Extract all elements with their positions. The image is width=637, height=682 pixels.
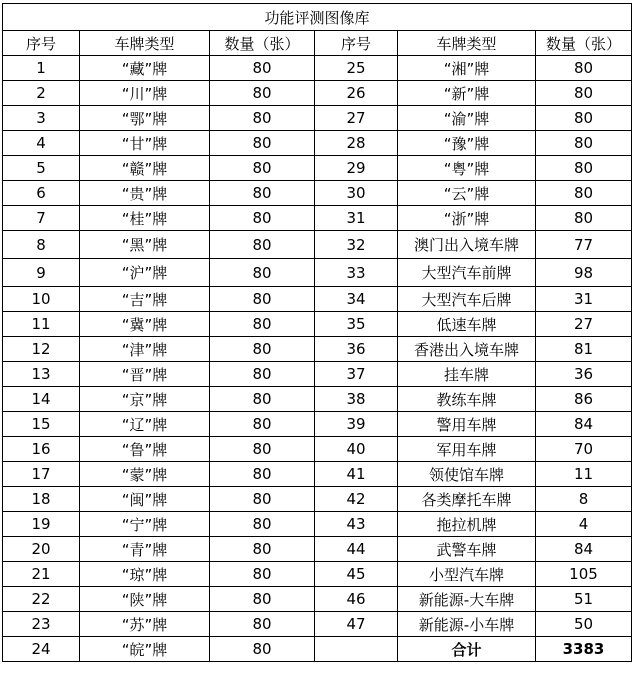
row-count-right: 50 xyxy=(536,612,632,637)
header-row xyxy=(3,31,632,56)
row-count-left: 80 xyxy=(210,462,315,487)
row-count-right: 36 xyxy=(536,362,632,387)
table-row xyxy=(3,81,632,106)
row-plate-type-left: “冀”牌 xyxy=(80,312,210,337)
row-count-right: 80 xyxy=(536,56,632,81)
row-plate-type-right: 新能源-大车牌 xyxy=(398,587,536,612)
header-plate-type-left: 车牌类型 xyxy=(80,31,210,56)
row-index-left: 24 xyxy=(3,637,80,662)
row-index-left: 13 xyxy=(3,362,80,387)
table-row xyxy=(3,537,632,562)
row-count-right: 11 xyxy=(536,462,632,487)
row-index-left: 1 xyxy=(3,56,80,81)
row-plate-type-left: “贵”牌 xyxy=(80,181,210,206)
row-count-left: 80 xyxy=(210,287,315,312)
table-row xyxy=(3,56,632,81)
row-index-left: 3 xyxy=(3,106,80,131)
table-row xyxy=(3,612,632,637)
row-count-right: 80 xyxy=(536,131,632,156)
row-plate-type-right: 低速车牌 xyxy=(398,312,536,337)
row-count-right: 84 xyxy=(536,537,632,562)
row-plate-type-left: “鄂”牌 xyxy=(80,106,210,131)
table-row xyxy=(3,259,632,287)
row-index-left: 10 xyxy=(3,287,80,312)
table-row xyxy=(3,512,632,537)
row-index-left: 23 xyxy=(3,612,80,637)
row-index-right: 40 xyxy=(315,437,398,462)
row-plate-type-right: “渝”牌 xyxy=(398,106,536,131)
row-count-left: 80 xyxy=(210,106,315,131)
row-index-right: 43 xyxy=(315,512,398,537)
row-index-right: 27 xyxy=(315,106,398,131)
row-plate-type-right: “豫”牌 xyxy=(398,131,536,156)
row-index-left: 20 xyxy=(3,537,80,562)
row-plate-type-left: “鲁”牌 xyxy=(80,437,210,462)
total-value: 3383 xyxy=(536,637,632,662)
row-count-left: 80 xyxy=(210,259,315,287)
row-count-left: 80 xyxy=(210,562,315,587)
row-plate-type-left: “皖”牌 xyxy=(80,637,210,662)
row-plate-type-left: “晋”牌 xyxy=(80,362,210,387)
empty-cell xyxy=(315,637,398,662)
table-row xyxy=(3,156,632,181)
row-plate-type-right: 各类摩托车牌 xyxy=(398,487,536,512)
table-row xyxy=(3,587,632,612)
evaluation-image-library-table xyxy=(2,3,632,662)
row-count-right: 51 xyxy=(536,587,632,612)
row-count-left: 80 xyxy=(210,231,315,259)
row-count-right: 105 xyxy=(536,562,632,587)
row-count-left: 80 xyxy=(210,156,315,181)
row-count-left: 80 xyxy=(210,512,315,537)
row-plate-type-left: “青”牌 xyxy=(80,537,210,562)
total-label: 合计 xyxy=(398,637,536,662)
row-index-left: 9 xyxy=(3,259,80,287)
row-count-right: 80 xyxy=(536,156,632,181)
row-index-right: 39 xyxy=(315,412,398,437)
table-row xyxy=(3,487,632,512)
row-plate-type-right: “粤”牌 xyxy=(398,156,536,181)
table-row xyxy=(3,181,632,206)
table-row xyxy=(3,337,632,362)
row-plate-type-right: 新能源-小车牌 xyxy=(398,612,536,637)
row-index-left: 19 xyxy=(3,512,80,537)
table-row xyxy=(3,437,632,462)
row-index-left: 5 xyxy=(3,156,80,181)
table-row xyxy=(3,312,632,337)
row-index-right: 37 xyxy=(315,362,398,387)
row-plate-type-right: 小型汽车牌 xyxy=(398,562,536,587)
header-plate-type-right: 车牌类型 xyxy=(398,31,536,56)
row-index-left: 11 xyxy=(3,312,80,337)
row-index-right: 42 xyxy=(315,487,398,512)
row-index-right: 36 xyxy=(315,337,398,362)
row-count-left: 80 xyxy=(210,637,315,662)
table-row xyxy=(3,462,632,487)
table-row xyxy=(3,106,632,131)
row-index-left: 12 xyxy=(3,337,80,362)
table-row xyxy=(3,206,632,231)
row-count-left: 80 xyxy=(210,412,315,437)
row-plate-type-right: 军用车牌 xyxy=(398,437,536,462)
table-row xyxy=(3,412,632,437)
row-plate-type-right: 警用车牌 xyxy=(398,412,536,437)
table-row xyxy=(3,387,632,412)
row-index-right: 26 xyxy=(315,81,398,106)
row-count-right: 98 xyxy=(536,259,632,287)
row-index-right: 34 xyxy=(315,287,398,312)
row-index-right: 33 xyxy=(315,259,398,287)
row-plate-type-left: “藏”牌 xyxy=(80,56,210,81)
row-plate-type-left: “京”牌 xyxy=(80,387,210,412)
row-plate-type-left: “琼”牌 xyxy=(80,562,210,587)
row-count-left: 80 xyxy=(210,487,315,512)
row-index-right: 29 xyxy=(315,156,398,181)
row-plate-type-left: “蒙”牌 xyxy=(80,462,210,487)
row-count-right: 80 xyxy=(536,106,632,131)
row-plate-type-right: 挂车牌 xyxy=(398,362,536,387)
header-index-right: 序号 xyxy=(315,31,398,56)
row-count-left: 80 xyxy=(210,81,315,106)
row-count-right: 8 xyxy=(536,487,632,512)
header-count-left: 数量（张） xyxy=(210,31,315,56)
row-count-right: 80 xyxy=(536,206,632,231)
row-plate-type-left: “黑”牌 xyxy=(80,231,210,259)
row-count-right: 4 xyxy=(536,512,632,537)
table-row xyxy=(3,287,632,312)
row-count-left: 80 xyxy=(210,131,315,156)
row-index-left: 18 xyxy=(3,487,80,512)
row-index-left: 8 xyxy=(3,231,80,259)
row-count-left: 80 xyxy=(210,362,315,387)
row-index-right: 32 xyxy=(315,231,398,259)
row-plate-type-right: 拖拉机牌 xyxy=(398,512,536,537)
title-row xyxy=(3,4,632,31)
row-plate-type-left: “辽”牌 xyxy=(80,412,210,437)
row-index-right: 41 xyxy=(315,462,398,487)
row-index-right: 35 xyxy=(315,312,398,337)
row-count-right: 86 xyxy=(536,387,632,412)
row-plate-type-right: 香港出入境车牌 xyxy=(398,337,536,362)
row-index-right: 47 xyxy=(315,612,398,637)
row-count-left: 80 xyxy=(210,612,315,637)
row-plate-type-right: 领使馆车牌 xyxy=(398,462,536,487)
row-index-right: 28 xyxy=(315,131,398,156)
row-index-right: 31 xyxy=(315,206,398,231)
table-row xyxy=(3,562,632,587)
row-plate-type-right: “浙”牌 xyxy=(398,206,536,231)
row-plate-type-right: “云”牌 xyxy=(398,181,536,206)
table-title: 功能评测图像库 xyxy=(3,4,632,31)
row-plate-type-right: 武警车牌 xyxy=(398,537,536,562)
row-count-left: 80 xyxy=(210,337,315,362)
row-count-left: 80 xyxy=(210,181,315,206)
row-count-left: 80 xyxy=(210,587,315,612)
row-index-left: 2 xyxy=(3,81,80,106)
row-index-left: 22 xyxy=(3,587,80,612)
row-index-right: 30 xyxy=(315,181,398,206)
row-index-right: 46 xyxy=(315,587,398,612)
row-index-left: 15 xyxy=(3,412,80,437)
row-plate-type-left: “宁”牌 xyxy=(80,512,210,537)
row-count-left: 80 xyxy=(210,56,315,81)
row-index-left: 6 xyxy=(3,181,80,206)
row-plate-type-left: “川”牌 xyxy=(80,81,210,106)
row-index-right: 45 xyxy=(315,562,398,587)
row-plate-type-right: 大型汽车后牌 xyxy=(398,287,536,312)
row-count-right: 80 xyxy=(536,181,632,206)
row-plate-type-left: “桂”牌 xyxy=(80,206,210,231)
table-row-last xyxy=(3,637,632,662)
row-plate-type-right: 澳门出入境车牌 xyxy=(398,231,536,259)
row-count-left: 80 xyxy=(210,437,315,462)
row-index-left: 4 xyxy=(3,131,80,156)
row-plate-type-left: “甘”牌 xyxy=(80,131,210,156)
row-count-left: 80 xyxy=(210,206,315,231)
table-row xyxy=(3,131,632,156)
row-count-left: 80 xyxy=(210,537,315,562)
row-index-left: 17 xyxy=(3,462,80,487)
row-count-right: 81 xyxy=(536,337,632,362)
header-count-right: 数量（张） xyxy=(536,31,632,56)
row-plate-type-left: “赣”牌 xyxy=(80,156,210,181)
row-plate-type-right: “湘”牌 xyxy=(398,56,536,81)
row-plate-type-left: “津”牌 xyxy=(80,337,210,362)
row-count-right: 77 xyxy=(536,231,632,259)
row-index-right: 38 xyxy=(315,387,398,412)
row-plate-type-left: “苏”牌 xyxy=(80,612,210,637)
header-index-left: 序号 xyxy=(3,31,80,56)
row-count-right: 80 xyxy=(536,81,632,106)
row-plate-type-left: “吉”牌 xyxy=(80,287,210,312)
row-count-right: 31 xyxy=(536,287,632,312)
row-plate-type-right: 教练车牌 xyxy=(398,387,536,412)
row-plate-type-right: 大型汽车前牌 xyxy=(398,259,536,287)
row-index-left: 16 xyxy=(3,437,80,462)
row-index-left: 7 xyxy=(3,206,80,231)
row-plate-type-left: “沪”牌 xyxy=(80,259,210,287)
row-count-right: 27 xyxy=(536,312,632,337)
row-count-left: 80 xyxy=(210,387,315,412)
table-row xyxy=(3,362,632,387)
row-plate-type-left: “陕”牌 xyxy=(80,587,210,612)
row-index-left: 14 xyxy=(3,387,80,412)
row-index-right: 44 xyxy=(315,537,398,562)
row-index-right: 25 xyxy=(315,56,398,81)
row-plate-type-left: “闽”牌 xyxy=(80,487,210,512)
row-plate-type-right: “新”牌 xyxy=(398,81,536,106)
row-index-left: 21 xyxy=(3,562,80,587)
row-count-right: 84 xyxy=(536,412,632,437)
row-count-left: 80 xyxy=(210,312,315,337)
row-count-right: 70 xyxy=(536,437,632,462)
table-row xyxy=(3,231,632,259)
